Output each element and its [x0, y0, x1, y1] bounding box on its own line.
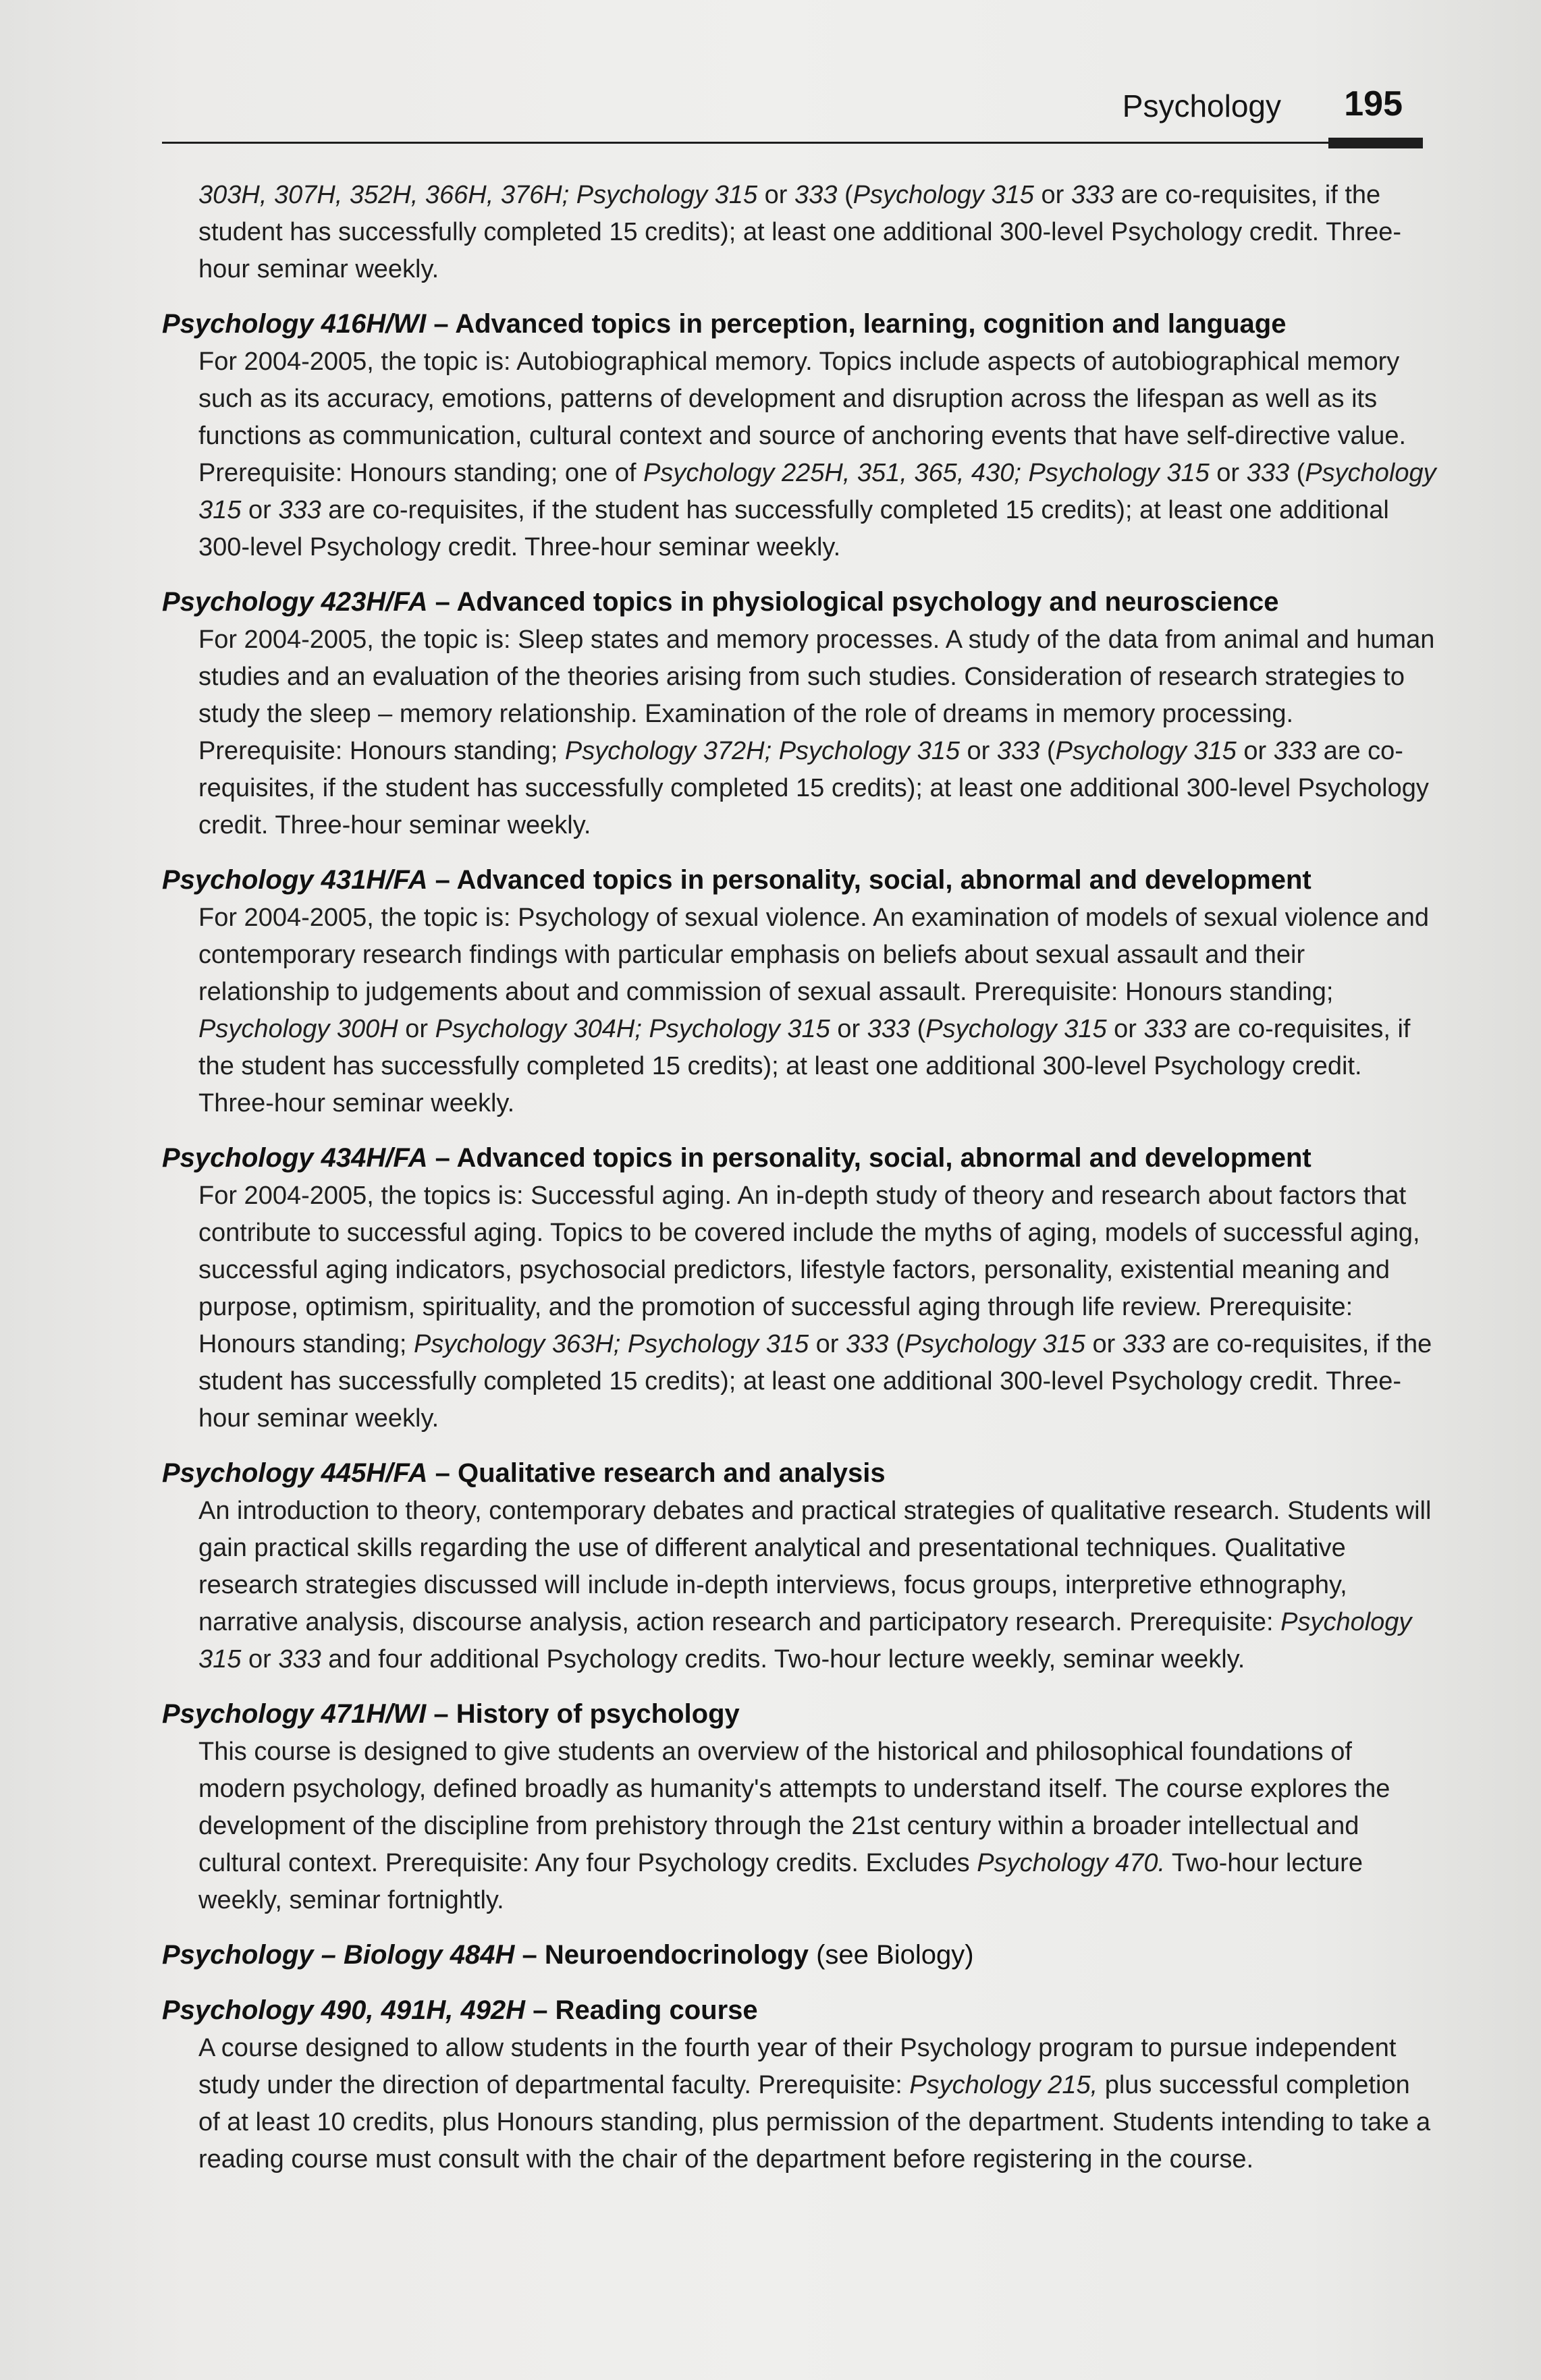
course-heading: [162, 860, 1438, 900]
italic-reference: 333: [1071, 181, 1114, 209]
text-run: or: [1209, 459, 1247, 487]
italic-reference: 333: [278, 1645, 321, 1673]
text-run: are co-requisites, if the student has successfully completed 15 credits); at least one additional 300-level Psychology credit. Three-hour seminar weekly.: [198, 1330, 1432, 1433]
header-tab-marker: [1328, 138, 1423, 148]
course-title: – History of psychology: [426, 1699, 740, 1729]
text-run: (: [910, 1015, 926, 1043]
course-title: – Reading course: [525, 1995, 758, 2025]
text-run: or: [1106, 1015, 1144, 1043]
course-description: [162, 621, 1438, 844]
course-title: – Advanced topics in personality, social, abnormal and development: [427, 1143, 1312, 1173]
course-description: [162, 1178, 1438, 1437]
course-code: Psychology 416H/WI: [162, 309, 427, 339]
text-run: Two-hour lecture weekly, seminar fortnightly.: [198, 1849, 1363, 1914]
text-run: For 2004-2005, the topic is: Sleep states and memory processes. A study of the data from animal and human studies and an evaluation of the theories arising from such studies. Consideration of research strategies to study the sleep – memory relationship. Examination of the role of dreams in memory processing. Prerequisite: Honours standing;: [198, 626, 1435, 765]
text-run: or: [398, 1015, 435, 1043]
text-run: This course is designed to give students an overview of the historical and philosophical foundations of modern psychology, defined broadly as humanity's attempts to understand itself. The course explores the development of the discipline from prehistory through the 21st century within a broader intellectual and cultural context. Prerequisite: Any four Psychology credits. Excludes: [198, 1738, 1390, 1877]
italic-reference: 333: [1273, 737, 1317, 765]
course-entry: [162, 1991, 1438, 2178]
course-description: [162, 2030, 1438, 2178]
italic-reference: Psychology 304H; Psychology 315: [435, 1015, 830, 1043]
course-code: Psychology 423H/FA: [162, 587, 428, 617]
text-run: are co-requisites, if the student has successfully completed 15 credits); at least one additional 300-level Psychology credit. Three-hour seminar weekly.: [198, 1015, 1411, 1117]
italic-reference: 333: [278, 496, 321, 524]
text-run: An introduction to theory, contemporary debates and practical strategies of qualitative research. Students will gain practical skills regarding the use of different analytical and presentational techniques. Qualitative research strategies discussed will include in-depth interviews, focus groups, interpretive ethnography, narrative analysis, discourse analysis, action research and participatory research. Prerequisite:: [198, 1497, 1432, 1636]
text-run: or: [241, 496, 279, 524]
course-entry: [162, 1694, 1438, 1919]
italic-reference: Psychology 372H; Psychology 315: [564, 737, 960, 765]
course-code: Psychology – Biology 484H: [162, 1940, 515, 1970]
course-description: [162, 1734, 1438, 1919]
text-run: or: [241, 1645, 279, 1673]
italic-reference: Psychology 215,: [909, 2071, 1098, 2099]
continued-description: [162, 177, 1438, 288]
course-title: – Neuroendocrinology: [514, 1940, 809, 1970]
text-run: are co-requisites, if the student has successfully completed 15 credits); at least one additional 300-level Psychology credit. Three-hour seminar weekly.: [198, 181, 1402, 283]
course-code: Psychology 471H/WI: [162, 1699, 427, 1729]
text-run: or: [809, 1330, 846, 1358]
course-title: – Qualitative research and analysis: [427, 1458, 886, 1488]
text-run: For 2004-2005, the topic is: Psychology of sexual violence. An examination of models of sexual violence and contemporary research findings with particular emphasis on beliefs about sexual assault and their relationship to judgements about and commission of sexual assault. Prerequisite: Honours standing;: [198, 904, 1429, 1006]
course-heading: [162, 1694, 1438, 1734]
course-description: [162, 343, 1438, 566]
course-description: [162, 900, 1438, 1122]
course-entries: [162, 304, 1438, 2178]
course-heading: [162, 582, 1438, 621]
header-rule: [162, 142, 1423, 144]
course-code: Psychology 434H/FA: [162, 1143, 428, 1173]
course-entry: [162, 1454, 1438, 1678]
text-run: plus successful completion of at least 10 credits, plus Honours standing, plus permission of the department. Students intending to take a reading course must consult with the chair of the department before registering in the course.: [198, 2071, 1431, 2174]
text-run: A course designed to allow students in the fourth year of their Psychology program to pursue independent study under the direction of departmental faculty. Prerequisite:: [198, 2034, 1397, 2099]
text-run: (: [1289, 459, 1305, 487]
course-title: – Advanced topics in personality, social, abnormal and development: [427, 865, 1312, 895]
italic-reference: Psychology 300H: [198, 1015, 398, 1043]
course-title: – Advanced topics in perception, learning, cognition and language: [426, 309, 1287, 339]
course-heading: [162, 1935, 1438, 1974]
course-heading: [162, 1991, 1438, 2030]
course-heading: [162, 1454, 1438, 1493]
cross-reference: (see Biology): [809, 1940, 974, 1970]
italic-reference: 333: [867, 1015, 911, 1043]
text-run: or: [1085, 1330, 1123, 1358]
text-run: or: [1236, 737, 1274, 765]
page-number: 195: [1344, 84, 1403, 123]
italic-reference: 333: [1246, 459, 1290, 487]
text-run: (: [837, 181, 853, 209]
course-code: Psychology 490, 491H, 492H: [162, 1995, 526, 2025]
text-run: are co-requisites, if the student has successfully completed 15 credits); at least one additional 300-level Psychology credit. Three-hour seminar weekly.: [198, 496, 1389, 561]
course-description: [162, 1493, 1438, 1678]
text-run: or: [757, 181, 794, 209]
italic-reference: Psychology 315: [853, 181, 1034, 209]
course-entry: [162, 1935, 1438, 1974]
text-run: (: [1039, 737, 1056, 765]
course-entry: [162, 1138, 1438, 1437]
italic-reference: Psychology 225H, 351, 365, 430; Psychology 315: [643, 459, 1210, 487]
italic-reference: Psychology 470.: [977, 1849, 1166, 1877]
italic-reference: 333: [1143, 1015, 1187, 1043]
italic-reference: Psychology 315: [1055, 737, 1237, 765]
text-run: For 2004-2005, the topic is: Autobiographical memory. Topics include aspects of autobiographical memory such as its accuracy, emotions, patterns of development and disruption across the lifespan as well as its functions as communication, cultural context and source of anchoring events that have self-directive value. Prerequisite: Honours standing; one of: [198, 348, 1407, 487]
italic-reference: 333: [794, 181, 838, 209]
course-list: [162, 177, 1438, 2178]
text-run: are co-requisites, if the student has successfully completed 15 credits); at least one additional 300-level Psychology credit. Three-hour seminar weekly.: [198, 737, 1429, 839]
italic-reference: 333: [846, 1330, 889, 1358]
text-run: For 2004-2005, the topics is: Successful aging. An in-depth study of theory and research about factors that contribute to successful aging. Topics to be covered include the myths of aging, models of successful aging, successful aging indicators, psychosocial predictors, lifestyle factors, personality, existential meaning and purpose, optimism, spirituality, and the promotion of successful aging through life review. Prerequisite: Honours standing;: [198, 1182, 1420, 1358]
italic-reference: Psychology 315: [904, 1330, 1085, 1358]
course-entry: [162, 860, 1438, 1122]
course-code: Psychology 445H/FA: [162, 1458, 428, 1488]
italic-reference: 333: [996, 737, 1040, 765]
course-entry: [162, 304, 1438, 566]
italic-reference: 303H, 307H, 352H, 366H, 376H; Psychology 315: [198, 181, 758, 209]
course-heading: [162, 1138, 1438, 1178]
text-run: or: [959, 737, 997, 765]
italic-reference: 333: [1122, 1330, 1166, 1358]
section-title: Psychology: [1122, 88, 1281, 123]
italic-reference: Psychology 315: [925, 1015, 1107, 1043]
course-title: – Advanced topics in physiological psychology and neuroscience: [427, 587, 1279, 617]
text-run: or: [1033, 181, 1071, 209]
course-heading: [162, 304, 1438, 343]
course-code: Psychology 431H/FA: [162, 865, 428, 895]
italic-reference: Psychology 315: [198, 1608, 1412, 1673]
text-run: and four additional Psychology credits. Two-hour lecture weekly, seminar weekly.: [321, 1645, 1245, 1673]
italic-reference: Psychology 363H; Psychology 315: [413, 1330, 809, 1358]
page-header: [162, 80, 1423, 147]
italic-reference: Psychology 315: [198, 459, 1436, 524]
course-entry: [162, 582, 1438, 844]
text-run: (: [888, 1330, 904, 1358]
text-run: or: [830, 1015, 867, 1043]
